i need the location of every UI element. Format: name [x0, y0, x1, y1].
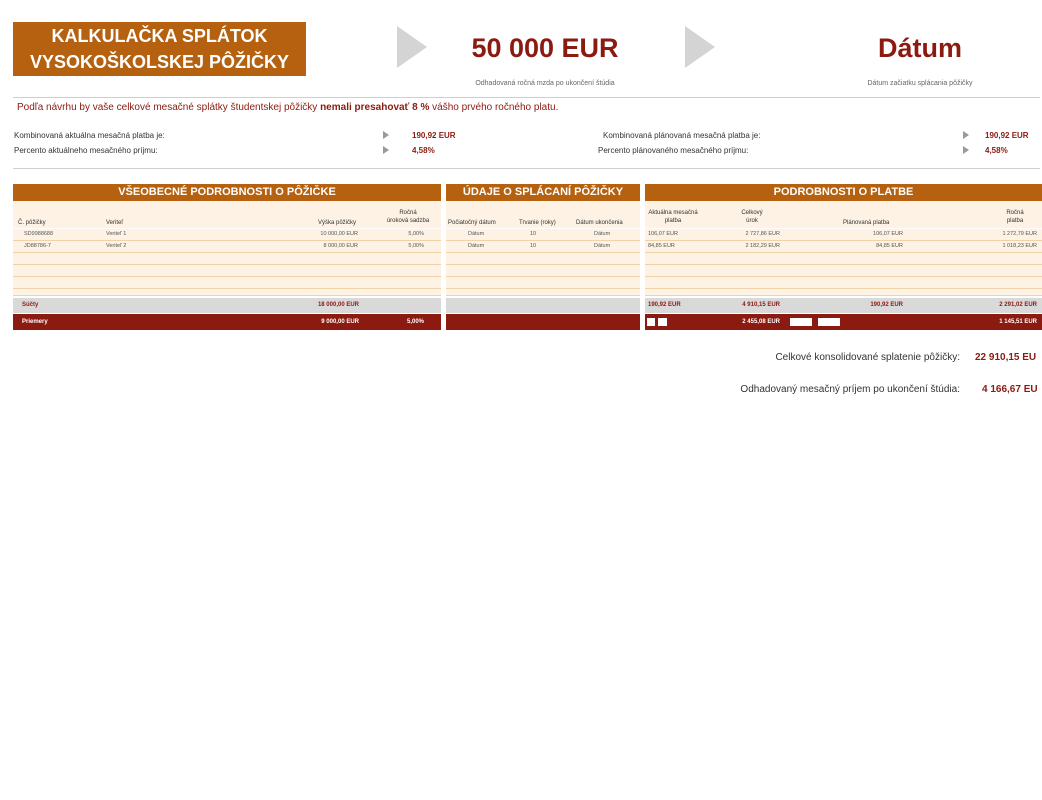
column-header-row: [13, 201, 441, 228]
current-payment-label: Kombinovaná aktuálna mesačná platba je:: [14, 131, 165, 140]
chevron-right-icon: [397, 26, 427, 68]
consolidated-total-value: 22 910,15 EU: [975, 352, 1037, 363]
totals-current: 190,92 EUR: [648, 302, 681, 308]
totals-interest: 4 910,15 EUR: [742, 302, 780, 308]
notice-text: Podľa návrhu by vaše celkové mesačné splátky študentskej pôžičky nemali presahovať 8 % vášho prvého ročného platu.: [17, 102, 559, 113]
averages-amount: 9 000,00 EUR: [321, 319, 359, 325]
col-start-date[interactable]: Počiatočný dátum: [448, 220, 496, 226]
cell-term[interactable]: 10: [530, 243, 537, 249]
table-row: [13, 253, 441, 265]
totals-planned: 190,92 EUR: [870, 302, 903, 308]
current-payment-value: 190,92 EUR: [412, 131, 456, 140]
cell-rate[interactable]: 5,00%: [408, 243, 424, 249]
blank-cell: [658, 318, 667, 326]
table-row: [645, 289, 1042, 296]
cell-start[interactable]: Dátum: [468, 243, 485, 249]
date-caption: Dátum začiatku splácania pôžičky: [867, 80, 973, 87]
table-row: [645, 277, 1042, 289]
cell-annual[interactable]: 1 272,79 EUR: [1002, 231, 1037, 237]
averages-rate: 5,00%: [406, 319, 424, 325]
salary-value[interactable]: 50 000 EUR: [471, 33, 619, 63]
table-row: [446, 289, 640, 296]
current-percent-value: 4,58%: [412, 146, 435, 155]
totals-row: [13, 298, 441, 313]
table-row: [446, 265, 640, 277]
col-loan-no[interactable]: Č. pôžičky: [18, 220, 46, 226]
cell-lender[interactable]: Veriteľ 1: [106, 231, 127, 237]
current-percent-label: Percento aktuálneho mesačného príjmu:: [14, 146, 158, 155]
planned-payment-label: Kombinovaná plánovaná mesačná platba je:: [603, 131, 761, 140]
blank-cell: [818, 318, 840, 326]
col-end-date[interactable]: Dátum ukončenia: [576, 220, 623, 226]
averages-annual: 1 145,51 EUR: [999, 319, 1037, 325]
cell-start[interactable]: Dátum: [468, 231, 485, 237]
averages-label: Priemery: [22, 319, 48, 325]
table-row: [645, 253, 1042, 265]
cell-cur[interactable]: 106,07 EUR: [648, 231, 678, 237]
cell-planned[interactable]: 106,07 EUR: [873, 231, 903, 237]
date-value[interactable]: Dátum: [877, 33, 962, 63]
section-repayment: ÚDAJE O SPLÁCANÍ PÔŽIČKY: [446, 184, 640, 201]
totals-annual: 2 291,02 EUR: [999, 302, 1037, 308]
section-loan-details: VŠEOBECNÉ PODROBNOSTI O PÔŽIČKE: [13, 184, 441, 201]
table-row: [645, 265, 1042, 277]
planned-percent-label: Percento plánovaného mesačného príjmu:: [598, 146, 749, 155]
monthly-income-value: 4 166,67 EU: [982, 384, 1038, 395]
planned-payment-value: 190,92 EUR: [985, 131, 1029, 140]
page-title: [13, 22, 306, 76]
cell-amount[interactable]: 8 000,00 EUR: [323, 243, 358, 249]
totals-amount: 18 000,00 EUR: [317, 302, 359, 308]
cell-no[interactable]: SD9988688: [24, 231, 54, 237]
table-row: [446, 277, 640, 289]
cell-rate[interactable]: 5,00%: [408, 231, 424, 237]
cell-no[interactable]: JD88786-7: [24, 243, 51, 249]
col-current-payment[interactable]: Aktuálna mesačná platba: [648, 210, 698, 224]
salary-caption: Odhadovaná ročná mzda po ukončení štúdia: [475, 80, 615, 87]
cell-interest[interactable]: 2 182,29 EUR: [745, 243, 780, 249]
cell-lender[interactable]: Veriteľ 2: [106, 243, 127, 249]
blank-cell: [790, 318, 812, 326]
cell-planned[interactable]: 84,85 EUR: [876, 243, 903, 249]
col-lender[interactable]: Veriteľ: [106, 220, 124, 226]
arrow-icon: [963, 146, 969, 154]
col-total-interest[interactable]: Celkový úrok: [741, 210, 763, 224]
cell-cur[interactable]: 84,85 EUR: [648, 243, 675, 249]
section-payment: PODROBNOSTI O PLATBE: [645, 184, 1042, 201]
chevron-right-icon: [685, 26, 715, 68]
cell-interest[interactable]: 2 727,86 EUR: [745, 231, 780, 237]
divider: [13, 97, 1040, 98]
table-row: [446, 253, 640, 265]
totals-row: [446, 298, 640, 313]
col-rate[interactable]: Ročná úroková sadzba: [386, 210, 430, 224]
cell-term[interactable]: 10: [530, 231, 537, 237]
arrow-icon: [383, 146, 389, 154]
blank-cell: [647, 318, 655, 326]
divider: [13, 168, 1040, 169]
cell-annual[interactable]: 1 018,23 EUR: [1002, 243, 1037, 249]
table-row: [13, 277, 441, 289]
totals-label: Súčty: [22, 302, 39, 308]
table-row: [13, 289, 441, 296]
title-line-2: VYSOKOŠKOLSKEJ PÔŽIČKY: [29, 52, 290, 72]
col-planned-payment[interactable]: Plánovaná platba: [843, 220, 890, 226]
planned-percent-value: 4,58%: [985, 146, 1008, 155]
averages-row: [13, 314, 441, 330]
title-line-1: KALKULAČKA SPLÁTOK: [51, 26, 268, 46]
cell-end[interactable]: Dátum: [594, 231, 611, 237]
col-amount[interactable]: Výška pôžičky: [318, 220, 357, 226]
col-annual-payment[interactable]: Ročná platba: [1006, 210, 1024, 224]
arrow-icon: [383, 131, 389, 139]
averages-interest: 2 455,08 EUR: [742, 319, 780, 325]
consolidated-total-label: Celkové konsolidované splatenie pôžičky:: [775, 352, 960, 363]
arrow-icon: [963, 131, 969, 139]
averages-row: [446, 314, 640, 330]
col-term[interactable]: Trvanie (roky): [519, 220, 556, 226]
table-row: [13, 265, 441, 277]
cell-end[interactable]: Dátum: [594, 243, 611, 249]
cell-amount[interactable]: 10 000,00 EUR: [320, 231, 358, 237]
monthly-income-label: Odhadovaný mesačný príjem po ukončení štúdia:: [740, 384, 960, 395]
